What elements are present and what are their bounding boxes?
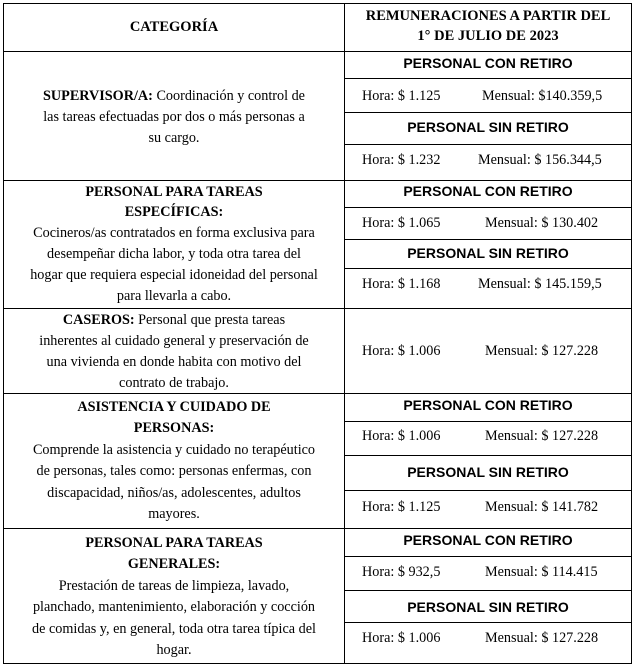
row-divider: [3, 180, 632, 181]
cell-divider: [344, 421, 632, 422]
category-description: inherentes al cuidado general y preservación de: [39, 333, 309, 349]
category-description: de personas, tales como: personas enfermas, con: [36, 463, 312, 479]
monthly-rate: Mensual: $ 127.228: [485, 428, 599, 444]
monthly-rate: Mensual: $ 130.402: [485, 215, 599, 231]
cell-divider: [344, 239, 632, 240]
row-divider: [3, 51, 632, 52]
cell-divider: [344, 268, 632, 269]
row-caseros-line1: [4, 313, 344, 327]
header-date: 1° DE JULIO DE 2023: [417, 28, 559, 44]
category-description: Personal que presta tareas: [134, 312, 286, 328]
monthly-rate: Mensual: $ 145.159,5: [478, 276, 602, 292]
row-divider: [3, 528, 632, 529]
label-con-retiro: PERSONAL CON RETIRO: [403, 397, 573, 413]
monthly-rate: Mensual: $ 141.782: [485, 499, 599, 515]
hourly-rate: Hora: $ 1.006: [362, 428, 441, 444]
category-description: de comidas y, en general, toda otra tarea típica del: [32, 621, 316, 637]
table-border-top: [3, 3, 632, 4]
category-description: hogar.: [156, 642, 192, 658]
hourly-rate: Hora: $ 1.125: [362, 88, 441, 104]
hourly-rate: Hora: $ 1.168: [362, 276, 441, 292]
monthly-rate: Mensual: $ 127.228: [485, 630, 599, 646]
header-category: CATEGORÍA: [129, 19, 219, 35]
category-description: Coordinación y control de: [152, 88, 305, 104]
label-sin-retiro: PERSONAL SIN RETIRO: [407, 599, 569, 615]
category-title: ASISTENCIA Y CUIDADO DE: [77, 399, 271, 415]
header-remuneraciones: REMUNERACIONES A PARTIR DEL: [365, 8, 611, 24]
category-description: discapacidad, niños/as, adolescentes, adultos: [47, 485, 301, 501]
row-divider: [3, 308, 632, 309]
category-description: Prestación de tareas de limpieza, lavado,: [58, 578, 290, 594]
cell-divider: [344, 78, 632, 79]
category-title: CASEROS:: [62, 312, 135, 328]
label-sin-retiro: PERSONAL SIN RETIRO: [407, 245, 569, 261]
row-supervisor-line1: [4, 89, 344, 103]
cell-divider: [344, 112, 632, 113]
row-divider: [3, 393, 632, 394]
monthly-rate: Mensual: $140.359,5: [482, 88, 603, 104]
category-description: planchado, mantenimiento, elaboración y cocción: [32, 599, 316, 615]
category-description: Comprende la asistencia y cuidado no terapéutico: [32, 442, 316, 458]
category-description: para llevarla a cabo.: [116, 288, 232, 304]
category-description: una vivienda en donde habita con motivo del: [46, 354, 302, 370]
label-con-retiro: PERSONAL CON RETIRO: [403, 55, 573, 71]
category-title: PERSONAL PARA TAREAS: [85, 535, 263, 551]
hourly-rate: Hora: $ 932,5: [362, 564, 441, 580]
category-description: contrato de trabajo.: [119, 375, 229, 391]
category-description: las tareas efectuadas por dos o más personas a: [43, 109, 305, 125]
cell-divider: [344, 590, 632, 591]
category-title: GENERALES:: [127, 556, 221, 572]
cell-divider: [344, 207, 632, 208]
label-con-retiro: PERSONAL CON RETIRO: [403, 183, 573, 199]
category-description: desempeñar dicha labor, y toda otra tarea del: [47, 246, 301, 262]
column-divider: [344, 3, 345, 664]
cell-divider: [344, 622, 632, 623]
category-title: SUPERVISOR/A:: [43, 88, 153, 104]
category-title: PERSONAL PARA TAREAS: [85, 184, 263, 200]
category-description: su cargo.: [148, 130, 200, 146]
category-title: ESPECÍFICAS:: [124, 204, 224, 220]
cell-divider: [344, 455, 632, 456]
cell-divider: [344, 144, 632, 145]
category-description: mayores.: [148, 506, 200, 522]
hourly-rate: Hora: $ 1.006: [362, 343, 441, 359]
category-description: hogar que requiera especial idoneidad del personal: [30, 267, 318, 283]
monthly-rate: Mensual: $ 114.415: [485, 564, 598, 580]
table-border-right: [631, 3, 632, 664]
label-sin-retiro: PERSONAL SIN RETIRO: [407, 464, 569, 480]
monthly-rate: Mensual: $ 156.344,5: [478, 152, 602, 168]
table-border-bottom: [3, 663, 632, 664]
label-con-retiro: PERSONAL CON RETIRO: [403, 532, 573, 548]
hourly-rate: Hora: $ 1.125: [362, 499, 441, 515]
category-description: Cocineros/as contratados en forma exclusiva para: [33, 225, 315, 241]
hourly-rate: Hora: $ 1.232: [362, 152, 441, 168]
hourly-rate: Hora: $ 1.065: [362, 215, 441, 231]
category-title: PERSONAS:: [133, 420, 215, 436]
monthly-rate: Mensual: $ 127.228: [485, 343, 599, 359]
cell-divider: [344, 490, 632, 491]
cell-divider: [344, 556, 632, 557]
hourly-rate: Hora: $ 1.006: [362, 630, 441, 646]
label-sin-retiro: PERSONAL SIN RETIRO: [407, 119, 569, 135]
